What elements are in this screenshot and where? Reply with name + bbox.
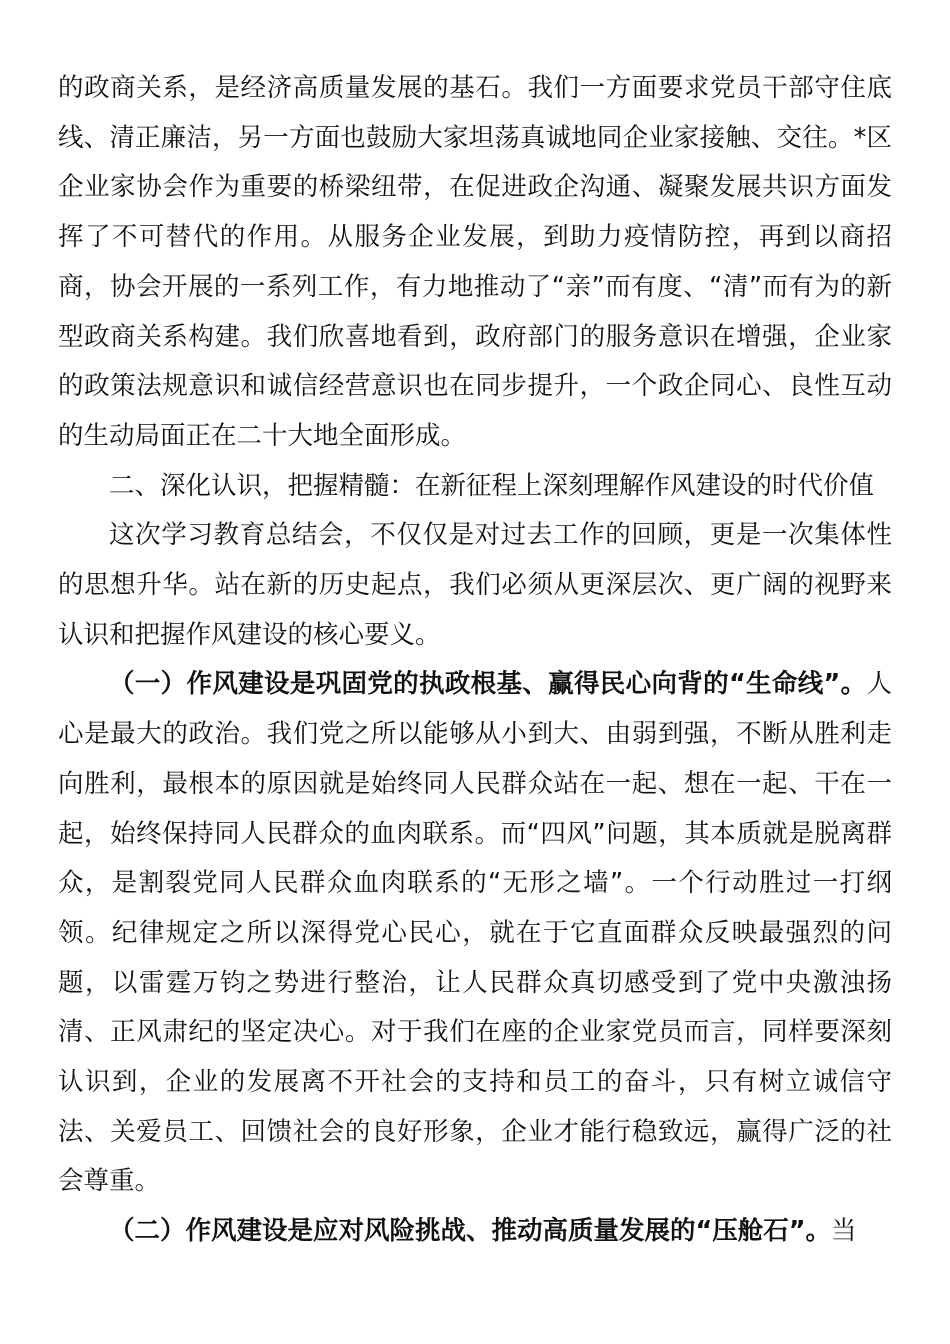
subsection-heading: （一）作风建设是巩固党的执政根基、赢得民心向背的“生命线”。 — [109, 669, 867, 700]
paragraph-text: 的政商关系，是经济高质量发展的基石。我们一方面要求党员干部守住底线、清正廉洁，另一方面也鼓励大家坦荡真诚地同企业家接触、交往。*区企业家协会作为重要的桥梁纽带，在促进政企沟通、凝聚发展共识方面发挥了不可替代的作用。从服务企业发展，到助力疫情防控，再到以商招商，协会开展的一系列工作，有力地推动了“亲”而有度、“清”而有为的新型政商关系构建。我们欣喜地看到，政府部门的服务意识在增强，企业家的政策法规意识和诚信经营意识也在同步提升，一个政企同心、良性互动的生动局面正在二十大地全面形成。 — [58, 73, 892, 451]
document-body — [58, 64, 892, 1257]
section-heading-text: 二、深化认识，把握精髓：在新征程上深刻理解作风建设的时代价值 — [109, 470, 875, 501]
section-heading — [58, 462, 892, 512]
paragraph-text: 当 — [831, 1216, 857, 1247]
subsection-paragraph-1 — [58, 660, 892, 1207]
subsection-heading: （二）作风建设是应对风险挑战、推动高质量发展的“压舱石”。 — [109, 1216, 832, 1247]
paragraph-text: 这次学习教育总结会，不仅仅是对过去工作的回顾，更是一次集体性的思想升华。站在新的历史起点，我们必须从更深层次、更广阔的视野来认识和把握作风建设的核心要义。 — [58, 520, 892, 650]
subsection-paragraph-2 — [58, 1207, 892, 1257]
body-paragraph-1 — [58, 64, 892, 462]
body-paragraph-2 — [58, 511, 892, 660]
paragraph-text: 人心是最大的政治。我们党之所以能够从小到大、由弱到强，不断从胜利走向胜利，最根本的原因就是始终同人民群众站在一起、想在一起、干在一起，始终保持同人民群众的血肉联系。而“四风”问题，其本质就是脱离群众，是割裂党同人民群众血肉联系的“无形之墙”。一个行动胜过一打纲领。纪律规定之所以深得党心民心，就在于它直面群众反映最强烈的问题，以雷霆万钧之势进行整治，让人民群众真切感受到了党中央激浊扬清、正风肃纪的坚定决心。对于我们在座的企业家党员而言，同样要深刻认识到，企业的发展离不开社会的支持和员工的奋斗，只有树立诚信守法、关爱员工、回馈社会的良好形象，企业才能行稳致远，赢得广泛的社会尊重。 — [58, 669, 892, 1197]
